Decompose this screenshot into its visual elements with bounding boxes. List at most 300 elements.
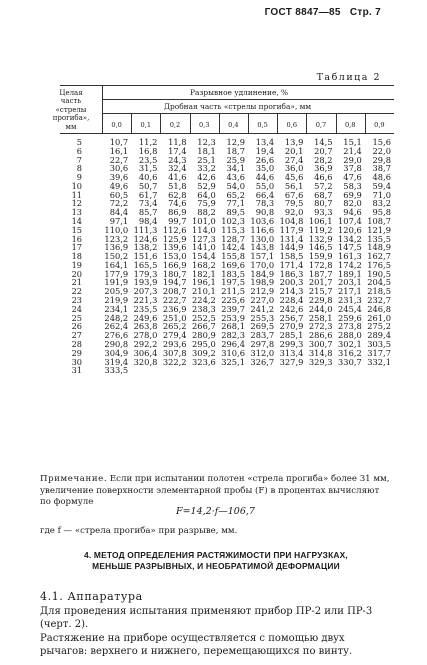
row-number: 16 [71,233,82,244]
table-cell: 210,1 [192,286,216,297]
row-number: 14 [71,216,82,227]
table-cell: 323,6 [192,356,216,367]
table-cell: 169,6 [221,259,245,270]
table-cell: 14,5 [314,137,333,147]
table-cell: 265,2 [162,321,187,332]
table-cell: 51,8 [168,180,187,191]
table-cell: 214,3 [279,286,304,297]
table-cell: 225,6 [221,295,245,306]
table-cell: 182,1 [192,268,216,279]
table-cell: 43,6 [226,172,245,183]
table-cell: 174,2 [338,259,362,270]
table-cell: 49,6 [109,180,129,191]
table-cell: 72,2 [109,198,129,209]
table-cell: 35,0 [255,163,275,174]
table-cell: 231,3 [338,295,362,306]
table-cell: 150,2 [104,251,129,262]
table-cell: 84,4 [109,207,129,218]
table-cell: 80,7 [314,198,333,209]
table-cell: 95,8 [372,207,391,218]
table-cell: 297,8 [250,338,275,349]
table-cell: 280,9 [192,330,216,341]
table-cell: 67,6 [284,189,304,200]
table-cell: 333,5 [104,365,129,376]
table-cell: 241,2 [250,303,275,314]
table-cell: 62,8 [168,189,187,200]
note-lead: Примечание. [40,474,108,484]
table-cell: 58,3 [343,180,362,191]
table-cell: 86,9 [168,207,187,218]
table-cell: 48,6 [372,172,391,183]
column-header: 0,9 [374,121,385,129]
table-cell: 251,0 [162,312,187,323]
table-cell: 36,9 [314,163,333,174]
table-cell: 222,7 [162,295,187,306]
table-cell: 314,8 [308,347,333,358]
table-cell: 123,2 [104,233,129,244]
table-cell: 207,3 [133,286,158,297]
table-cell: 319,4 [104,356,129,367]
table-cell: 147,5 [338,242,362,253]
table-cell: 18,7 [226,145,245,156]
table-cell: 114,0 [192,224,216,235]
table-cell: 248,2 [104,312,129,323]
table-cell: 200,3 [279,277,304,288]
table-cell: 125,9 [162,233,187,244]
table-cell: 127,3 [192,233,216,244]
table-cell: 279,4 [162,330,187,341]
table-cell: 93,3 [314,207,333,218]
table-cell: 108,7 [367,216,391,227]
table-cell: 74,6 [168,198,187,209]
table-cell: 132,9 [308,233,333,244]
table-cell: 215,7 [308,286,333,297]
row-number: 10 [71,180,82,191]
formula: F=14,2·f—106,7 [176,506,255,517]
table-cell: 71,0 [372,189,391,200]
row-number: 27 [71,330,82,341]
table-cell: 290,8 [104,338,129,349]
row-number: 26 [71,321,82,332]
column-header: 0,5 [257,121,268,129]
table-cell: 66,4 [255,189,275,200]
table-cell: 283,7 [250,330,275,341]
row-number: 31 [71,365,82,376]
table-cell: 242,6 [279,303,304,314]
table-cell: 229,8 [308,295,333,306]
table-cell: 21,4 [343,145,362,156]
table-cell: 75,9 [197,198,216,209]
table-cell: 131,4 [279,233,304,244]
table-cell: 29,0 [343,154,362,165]
table-cell: 244,0 [308,303,333,314]
table-cell: 69,9 [343,189,362,200]
table-cell: 269,5 [250,321,275,332]
table-cell: 139,6 [162,242,187,253]
table-cell: 20,1 [284,145,304,156]
row-number: 8 [76,163,82,174]
table-cell: 77,1 [226,198,245,209]
table-cell: 268,1 [221,321,245,332]
row-number: 23 [71,295,82,306]
table-cell: 22,0 [372,145,391,156]
table-cell: 194,7 [162,277,187,288]
table-cell: 119,2 [308,224,333,235]
row-number: 5 [76,137,82,147]
table-cell: 307,8 [162,347,187,358]
row-number: 25 [71,312,82,323]
table-note [40,474,392,509]
table-cell: 261,0 [367,312,391,323]
table-cell: 278,0 [133,330,158,341]
table-cell: 130,0 [250,233,275,244]
table-cell: 38,7 [372,163,391,174]
table-cell: 219,9 [104,295,129,306]
table-cell: 158,5 [279,251,304,262]
row-number: 28 [71,338,82,349]
table-cell: 28,2 [314,154,333,165]
table-cell: 82,0 [343,198,362,209]
table-cell: 256,7 [279,312,304,323]
table-cell: 143,8 [250,242,275,253]
table-cell: 23,5 [138,154,158,165]
table-cell: 170,0 [250,259,275,270]
table-cell: 275,2 [367,321,391,332]
row-number: 22 [71,286,82,297]
table-cell: 166,9 [162,259,187,270]
table-cell: 232,7 [367,295,391,306]
table-cell: 64,0 [197,189,216,200]
table-cell: 78,3 [255,198,275,209]
table-cell: 208,7 [162,286,187,297]
table-cell: 187,7 [308,268,333,279]
stub-header [42,89,100,131]
table-cell: 104,8 [279,216,304,227]
table-cell: 97,1 [109,216,129,227]
table-cell: 300,7 [308,338,333,349]
table-cell: 299,3 [279,338,304,349]
row-number: 11 [71,189,82,200]
table-cell: 54,0 [226,180,245,191]
column-header: 0,0 [111,121,122,129]
table-cell: 259,6 [338,312,362,323]
table-cell: 135,5 [367,233,391,244]
stub-header-line: Целая [59,89,83,97]
stub-header-line: мм [65,122,77,131]
table-cell: 253,9 [221,312,245,323]
subsection-title: 4.1. Аппаратура [40,590,143,603]
formula-explanation: где f — «стрела прогиба» при разрыве, мм. [40,526,238,536]
section-heading-line-1: 4. МЕТОД ОПРЕДЕЛЕНИЯ РАСТЯЖИМОСТИ ПРИ НАГРУЗКАХ, [84,550,348,560]
table-cell: 68,7 [314,189,333,200]
table-cell: 151,6 [133,251,158,262]
table-cell: 128,7 [221,233,245,244]
table-cell: 184,9 [250,268,275,279]
table-cell: 276,6 [104,330,129,341]
table-cell: 98,4 [138,216,158,227]
table-cell: 295,0 [192,338,216,349]
table-cell: 60,5 [109,189,129,200]
column-header: 0,3 [198,121,210,129]
table-cell: 138,2 [133,242,158,253]
table-cell: 282,3 [221,330,245,341]
table-cell: 157,1 [250,251,275,262]
table-cell: 239,7 [221,303,245,314]
table-cell: 288,0 [338,330,362,341]
table-cell: 252,5 [192,312,216,323]
table-rule-group [102,99,394,100]
table-cell: 191,9 [104,277,129,288]
table-cell: 41,6 [168,172,187,183]
table-cell: 45,6 [284,172,304,183]
section-heading [40,550,392,572]
table-cell: 50,7 [138,180,158,191]
table-cell: 168,2 [192,259,216,270]
group-header: Разрывное удлинение, % [190,88,289,97]
table-rule-top [60,85,394,86]
table-cell: 289,4 [367,330,391,341]
table-cell: 19,4 [255,145,275,156]
table-cell: 273,8 [338,321,362,332]
table-cell: 27,4 [284,154,304,165]
table-cell: 266,7 [192,321,216,332]
column-header: 0,2 [169,121,181,129]
table-cell: 22,7 [109,154,129,165]
row-number: 9 [76,172,82,183]
table-cell: 217,1 [338,286,362,297]
table-cell: 330,7 [338,356,362,367]
table-cell: 310,6 [221,347,245,358]
table-cell: 309,2 [192,347,216,358]
table-cell: 227,0 [250,295,275,306]
table-cell: 12,9 [226,137,245,147]
stub-header-line: «стрелы [55,105,87,114]
table-cell: 312,0 [250,347,275,358]
paragraph-2: Растяжение на приборе осуществляется с помощью двух рычагов: верхнего и нижнего, перемещающихся по винту. [40,633,353,658]
table-cell: 110,0 [104,224,129,235]
table-cell: 249,6 [133,312,158,323]
column-header: 0,6 [286,121,298,129]
table-cell: 13,4 [255,137,275,147]
stub-header-line: часть [60,97,82,106]
table-cell: 198,9 [250,277,275,288]
table-cell: 262,4 [104,321,129,332]
page-header [259,7,381,18]
table-cell: 55,0 [255,180,275,191]
table-cell: 180,7 [162,268,187,279]
table-cell: 25,9 [226,154,245,165]
note-text: Если при испытании полотен «стрела прогиба» более 31 мм, увеличение поверхности элементарной пробы (F) в процентах вычисляют по формуле [40,474,390,507]
table-cell: 212,9 [250,286,275,297]
table-cell: 111,3 [133,224,158,235]
table-cell: 115,3 [221,224,245,235]
table-cell: 246,8 [367,303,391,314]
table-cell: 101,0 [192,216,216,227]
table-cell: 112,6 [162,224,187,235]
table-cell: 224,2 [192,295,216,306]
table-cell: 26,6 [255,154,275,165]
table-cell: 90,8 [255,207,275,218]
table-cell: 34,1 [226,163,245,174]
table-cell: 332,1 [367,356,391,367]
table-cell: 245,4 [338,303,362,314]
table-cell: 107,4 [338,216,362,227]
table-cell: 121,9 [367,224,391,235]
table-cell: 320,8 [133,356,158,367]
table-cell: 20,7 [314,145,333,156]
table-cell: 46,6 [314,172,333,183]
table-cell: 201,7 [308,277,333,288]
table-cell: 171,4 [279,259,304,270]
sub-header: Дробная часть «стрелы прогиба», мм [164,102,312,111]
table-cell: 88,2 [197,207,216,218]
table-cell: 44,6 [255,172,275,183]
row-number: 20 [71,268,82,279]
page-number: Стр. 7 [349,7,381,18]
table-cell: 11,2 [138,137,158,147]
table-cell: 327,9 [279,356,304,367]
table-cell: 322,2 [162,356,187,367]
table-cell: 117,9 [279,224,304,235]
row-number: 15 [71,224,82,235]
column-header: 0,1 [140,121,152,129]
table-cell: 317,7 [367,347,391,358]
table-cell: 61,7 [138,189,158,200]
table-cell: 285,1 [279,330,304,341]
gost-number: ГОСТ 8847—85 [264,7,341,18]
table-cell: 16,1 [109,145,129,156]
table-cell: 30,6 [109,163,129,174]
table-cell: 15,6 [372,137,391,147]
table-cell: 13,9 [284,137,304,147]
table-cell: 238,3 [192,303,216,314]
table-cell: 159,9 [308,251,333,262]
table-cell: 255,3 [250,312,275,323]
table-caption: Таблица 2 [316,72,381,83]
table-cell: 24,3 [168,154,187,165]
table-cell: 316,2 [338,347,362,358]
table-cell: 16,8 [138,145,158,156]
table-cell: 18,1 [197,145,216,156]
table-cell: 258,1 [308,312,333,323]
table-cell: 176,5 [367,259,391,270]
table-cell: 59,4 [372,180,391,191]
column-header: 0,8 [344,121,356,129]
table-cell: 153,0 [162,251,187,262]
table-cell: 205,9 [104,286,129,297]
table-rule-header-bottom [60,133,394,134]
table-cell: 296,4 [221,338,245,349]
table-cell: 221,3 [133,295,158,306]
table-cell: 211,5 [221,286,245,297]
table-cell: 303,5 [367,338,391,349]
column-header: 0,7 [315,121,327,129]
table-cell: 99,7 [168,216,187,227]
table-cell: 31,5 [138,163,158,174]
section-heading-line-2: МЕНЬШЕ РАЗРЫВНЫХ, И НЕОБРАТИМОЙ ДЕФОРМАЦИИ [92,561,340,571]
table-cell: 148,9 [367,242,391,253]
table-cell: 155,8 [221,251,245,262]
table-cell: 25,1 [197,154,216,165]
row-number: 18 [71,251,82,262]
table-cell: 186,3 [279,268,304,279]
table-cell: 302,1 [338,338,362,349]
row-number: 17 [71,242,82,253]
table-cell: 165,5 [133,259,158,270]
table-cell: 11,8 [168,137,187,147]
table-cell: 65,2 [226,189,245,200]
table-cell: 196,1 [192,277,216,288]
table-cell: 136,9 [104,242,129,253]
table-cell: 15,1 [343,137,362,147]
table-cell: 272,3 [308,321,333,332]
table-cell: 92,0 [284,207,304,218]
table-cell: 40,6 [138,172,158,183]
table-cell: 292,2 [133,338,158,349]
table-cell: 32,4 [168,163,187,174]
table-cell: 189,1 [338,268,362,279]
table-cell: 172,8 [308,259,333,270]
table-cell: 89,5 [226,207,245,218]
table-cell: 10,7 [109,137,129,147]
row-number: 6 [76,145,82,156]
row-number: 12 [71,198,82,209]
table-cell: 183,5 [221,268,245,279]
table-cell: 286,6 [308,330,333,341]
table-cell: 124,6 [133,233,158,244]
table-cell: 203,1 [338,277,362,288]
table-cell: 29,8 [372,154,391,165]
table-cell: 270,9 [279,321,304,332]
table-cell: 263,8 [133,321,158,332]
table-cell: 177,9 [104,268,129,279]
table-cell: 162,7 [367,251,391,262]
table-cell: 218,5 [367,286,391,297]
column-header: 0,4 [228,121,239,129]
table-cell: 42,6 [197,172,216,183]
table-cell: 329,3 [308,356,333,367]
elongation-table [52,85,394,376]
table-cell: 234,1 [104,303,129,314]
table-cell: 193,9 [133,277,158,288]
table-cell: 85,7 [138,207,158,218]
table-cell: 103,6 [250,216,275,227]
table-cell: 17,4 [168,145,187,156]
table-cell: 33,2 [197,163,216,174]
table-cell: 79,5 [284,198,304,209]
row-number: 19 [71,259,82,270]
stub-header-line: прогиба», [52,114,90,123]
table-cell: 204,5 [367,277,391,288]
row-number: 7 [76,154,82,165]
table-cell: 47,6 [343,172,362,183]
table-cell: 37,8 [343,163,362,174]
table-cell: 36,0 [284,163,304,174]
table-cell: 83,2 [372,198,391,209]
table-cell: 164,1 [104,259,129,270]
table-cell: 141,0 [192,242,216,253]
row-number: 24 [71,303,82,314]
table-cell: 235,5 [133,303,158,314]
table-cell: 102,3 [221,216,245,227]
table-cell: 161,3 [338,251,362,262]
table-cell: 197,5 [221,277,245,288]
table-cell: 134,2 [338,233,362,244]
table-cell: 94,6 [343,207,362,218]
table-cell: 73,4 [138,198,158,209]
table-cell: 52,9 [197,180,216,191]
row-number: 21 [71,277,82,288]
